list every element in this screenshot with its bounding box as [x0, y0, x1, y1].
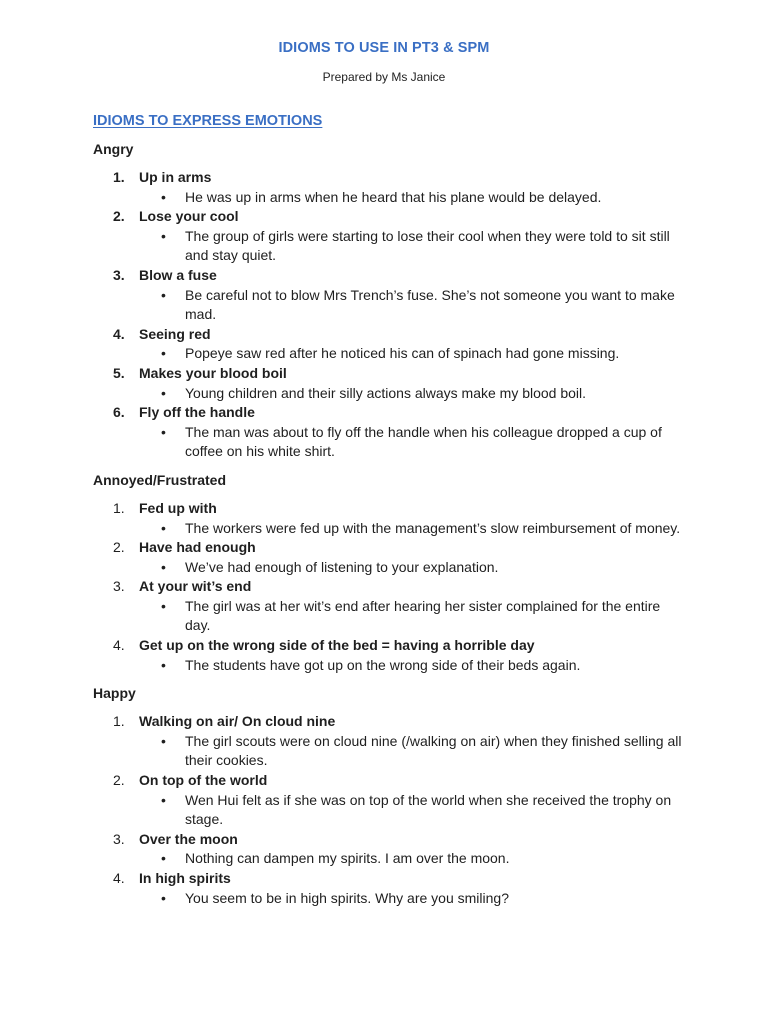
idiom-phrase: Blow a fuse [139, 266, 217, 283]
list-item [93, 266, 693, 325]
example-sentence [139, 188, 685, 208]
list-item [93, 830, 693, 869]
idiom-phrase: Walking on air/ On cloud nine [139, 713, 336, 730]
example-text: The girl was at her wit’s end after hearing her sister complained for the entire day. [185, 597, 661, 634]
idiom-phrase: Get up on the wrong side of the bed = having a horrible day [139, 637, 535, 654]
item-number: 3. [113, 830, 125, 847]
bullet-icon: • [161, 656, 166, 673]
bullet-icon: • [161, 597, 166, 614]
example-text: The man was about to fly off the handle when his colleague dropped a cup of coffee on his white shirt. [185, 423, 662, 460]
bullet-icon: • [161, 519, 166, 536]
bullet-icon: • [161, 558, 166, 575]
item-number: 4. [113, 870, 125, 886]
list-item [93, 364, 693, 403]
example-sentence [139, 791, 685, 830]
idiom-phrase: At your wit’s end [139, 578, 252, 595]
list-item [93, 325, 693, 364]
list-item [93, 869, 693, 908]
idiom-phrase: Over the moon [139, 830, 238, 847]
example-text: Be careful not to blow Mrs Trench’s fuse. She’s not someone you want to make mad. [185, 286, 675, 323]
section-heading: IDIOMS TO EXPRESS EMOTIONS [93, 113, 323, 129]
bullet-icon: • [161, 345, 166, 362]
example-sentence [139, 732, 685, 771]
list-item [93, 168, 693, 207]
bullet-icon: • [161, 286, 166, 303]
category-title: Happy [93, 685, 136, 702]
example-text: The workers were fed up with the management’s slow reimbursement of money. [185, 519, 681, 536]
category-title: Annoyed/Frustrated [93, 471, 227, 488]
bullet-icon: • [161, 850, 166, 867]
idiom-phrase: In high spirits [139, 870, 231, 886]
idiom-list [93, 168, 693, 462]
idiom-phrase: Lose your cool [139, 208, 239, 225]
item-number: 4. [113, 637, 125, 654]
example-text: Wen Hui felt as if she was on top of the world when she received the trophy on stage. [185, 791, 672, 828]
list-item [93, 771, 693, 830]
idiom-phrase: On top of the world [139, 772, 268, 789]
bullet-icon: • [161, 227, 166, 244]
list-item [93, 538, 693, 577]
bullet-icon: • [161, 423, 166, 440]
category-title: Angry [93, 141, 134, 157]
list-item [93, 712, 693, 771]
example-text: The girl scouts were on cloud nine (/walking on air) when they finished selling all their cookies. [185, 732, 682, 769]
item-number: 1. [113, 713, 125, 730]
example-text: You seem to be in high spirits. Why are you smiling? [185, 889, 509, 906]
page-title: IDIOMS TO USE IN PT3 & SPM [278, 40, 490, 56]
bullet-icon: • [161, 732, 166, 749]
item-number: 4. [113, 325, 125, 342]
list-item [93, 499, 693, 538]
example-sentence [139, 344, 685, 364]
example-sentence [139, 597, 685, 636]
example-sentence [139, 384, 685, 404]
idiom-phrase: Fly off the handle [139, 404, 255, 421]
item-number: 6. [113, 404, 125, 421]
idiom-phrase: Up in arms [139, 169, 212, 185]
example-text: Nothing can dampen my spirits. I am over the moon. [185, 850, 510, 867]
item-number: 5. [113, 364, 125, 381]
example-sentence [139, 286, 685, 325]
bullet-icon: • [161, 791, 166, 808]
bullet-icon: • [161, 889, 166, 906]
example-sentence [139, 519, 685, 539]
bullet-icon: • [161, 384, 166, 401]
idiom-phrase: Seeing red [139, 325, 211, 342]
list-item [93, 403, 693, 462]
idiom-list [93, 712, 693, 908]
category-list [93, 139, 693, 908]
category-angry [93, 139, 693, 462]
example-sentence [139, 227, 685, 266]
list-item [93, 207, 693, 266]
page-subtitle: Prepared by Ms Janice [322, 70, 446, 84]
item-number: 2. [113, 208, 125, 225]
item-number: 2. [113, 772, 125, 789]
example-text: We’ve had enough of listening to your explanation. [185, 558, 499, 575]
example-sentence [139, 558, 685, 578]
example-sentence [139, 889, 685, 909]
example-text: He was up in arms when he heard that his plane would be delayed. [185, 188, 602, 205]
item-number: 1. [113, 499, 125, 516]
example-text: Young children and their silly actions always make my blood boil. [185, 384, 587, 401]
idiom-list [93, 499, 693, 675]
bullet-icon: • [161, 188, 166, 205]
example-sentence [139, 656, 685, 676]
category-happy [93, 683, 693, 908]
idiom-phrase: Makes your blood boil [139, 364, 287, 381]
category-annoyed-frustrated [93, 470, 693, 675]
example-sentence [139, 423, 685, 462]
idiom-phrase: Have had enough [139, 539, 256, 556]
document-body [93, 111, 693, 908]
item-number: 1. [113, 169, 125, 185]
example-text: The group of girls were starting to lose their cool when they were told to sit still and stay quiet. [185, 227, 670, 264]
item-number: 2. [113, 539, 125, 556]
item-number: 3. [113, 578, 125, 595]
example-text: The students have got up on the wrong side of their beds again. [185, 656, 581, 673]
list-item [93, 577, 693, 636]
example-text: Popeye saw red after he noticed his can of spinach had gone missing. [185, 345, 620, 362]
idiom-phrase: Fed up with [139, 499, 217, 516]
list-item [93, 636, 693, 675]
example-sentence [139, 849, 685, 869]
item-number: 3. [113, 266, 125, 283]
